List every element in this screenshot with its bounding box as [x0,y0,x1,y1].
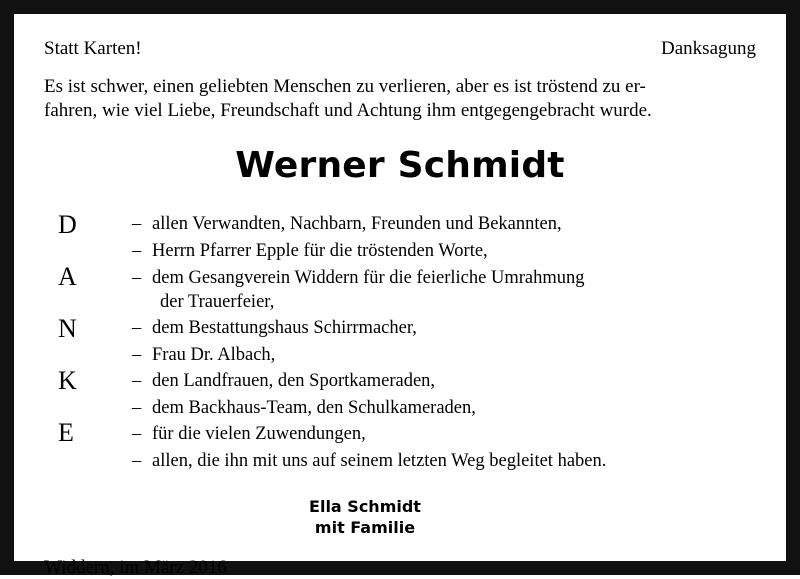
list-dash: – [132,424,142,445]
intro-line-2: fahren, wie viel Liebe, Freundschaft und Achtung ihm entgegengebracht wurde. [44,100,652,122]
danke-letter-d: D [58,210,77,240]
danke-letter-a: A [58,262,77,292]
header-row [44,38,756,61]
list-dash: – [132,344,142,365]
signature-family: mit Familie [314,518,416,538]
header-right-text: Danksagung [661,38,756,59]
list-item-text: Herrn Pfarrer Epple für die tröstenden Worte, [152,240,488,261]
list-dash: – [132,240,142,261]
intro-paragraph [44,75,756,124]
intro-line-1: Es ist schwer, einen geliebten Menschen zu verlieren, aber es ist tröstend zu er- [44,75,646,97]
danke-letter-n: N [58,314,77,344]
header-left-text: Statt Karten! [44,38,142,59]
list-dash: – [132,397,142,418]
danke-letter-k: K [58,366,77,396]
list-item [132,449,756,473]
list-item-text-continuation: der Trauerfeier, [160,291,275,312]
danke-acrostic [44,210,132,446]
list-item [132,316,756,340]
danke-letter-e: E [58,418,74,448]
list-item-text [152,266,756,314]
list-item-text: allen, die ihn mit uns auf seinem letzten Weg begleitet haben. [152,450,607,471]
list-item-text: Frau Dr. Albach, [152,344,276,365]
list-item-text: dem Backhaus-Team, den Schulkameraden, [152,397,476,418]
list-item [132,239,756,263]
list-item [132,343,756,367]
list-dash: – [132,214,142,235]
thanks-section [44,210,756,475]
list-item [132,266,756,314]
list-item [132,212,756,236]
list-dash: – [132,267,142,288]
list-dash: – [132,371,142,392]
list-dash: – [132,318,142,339]
signature-block [44,497,756,539]
list-item-text: dem Bestattungshaus Schirrmacher, [152,318,417,339]
list-item [132,396,756,420]
list-dash: – [132,450,142,471]
place-date: Widdern, im März 2016 [44,556,227,578]
list-item-text: den Landfrauen, den Sportkameraden, [152,371,436,392]
list-item [132,422,756,446]
deceased-name: Werner Schmidt [235,145,565,187]
thanks-list [132,210,756,475]
signature-name: Ella Schmidt [309,497,421,517]
list-item-text: allen Verwandten, Nachbarn, Freunden und Bekannten, [152,214,562,235]
list-item-text: für die vielen Zuwendungen, [152,424,366,445]
list-item [132,369,756,393]
list-item-text-main: dem Gesangverein Widdern für die feierliche Umrahmung [152,267,585,288]
